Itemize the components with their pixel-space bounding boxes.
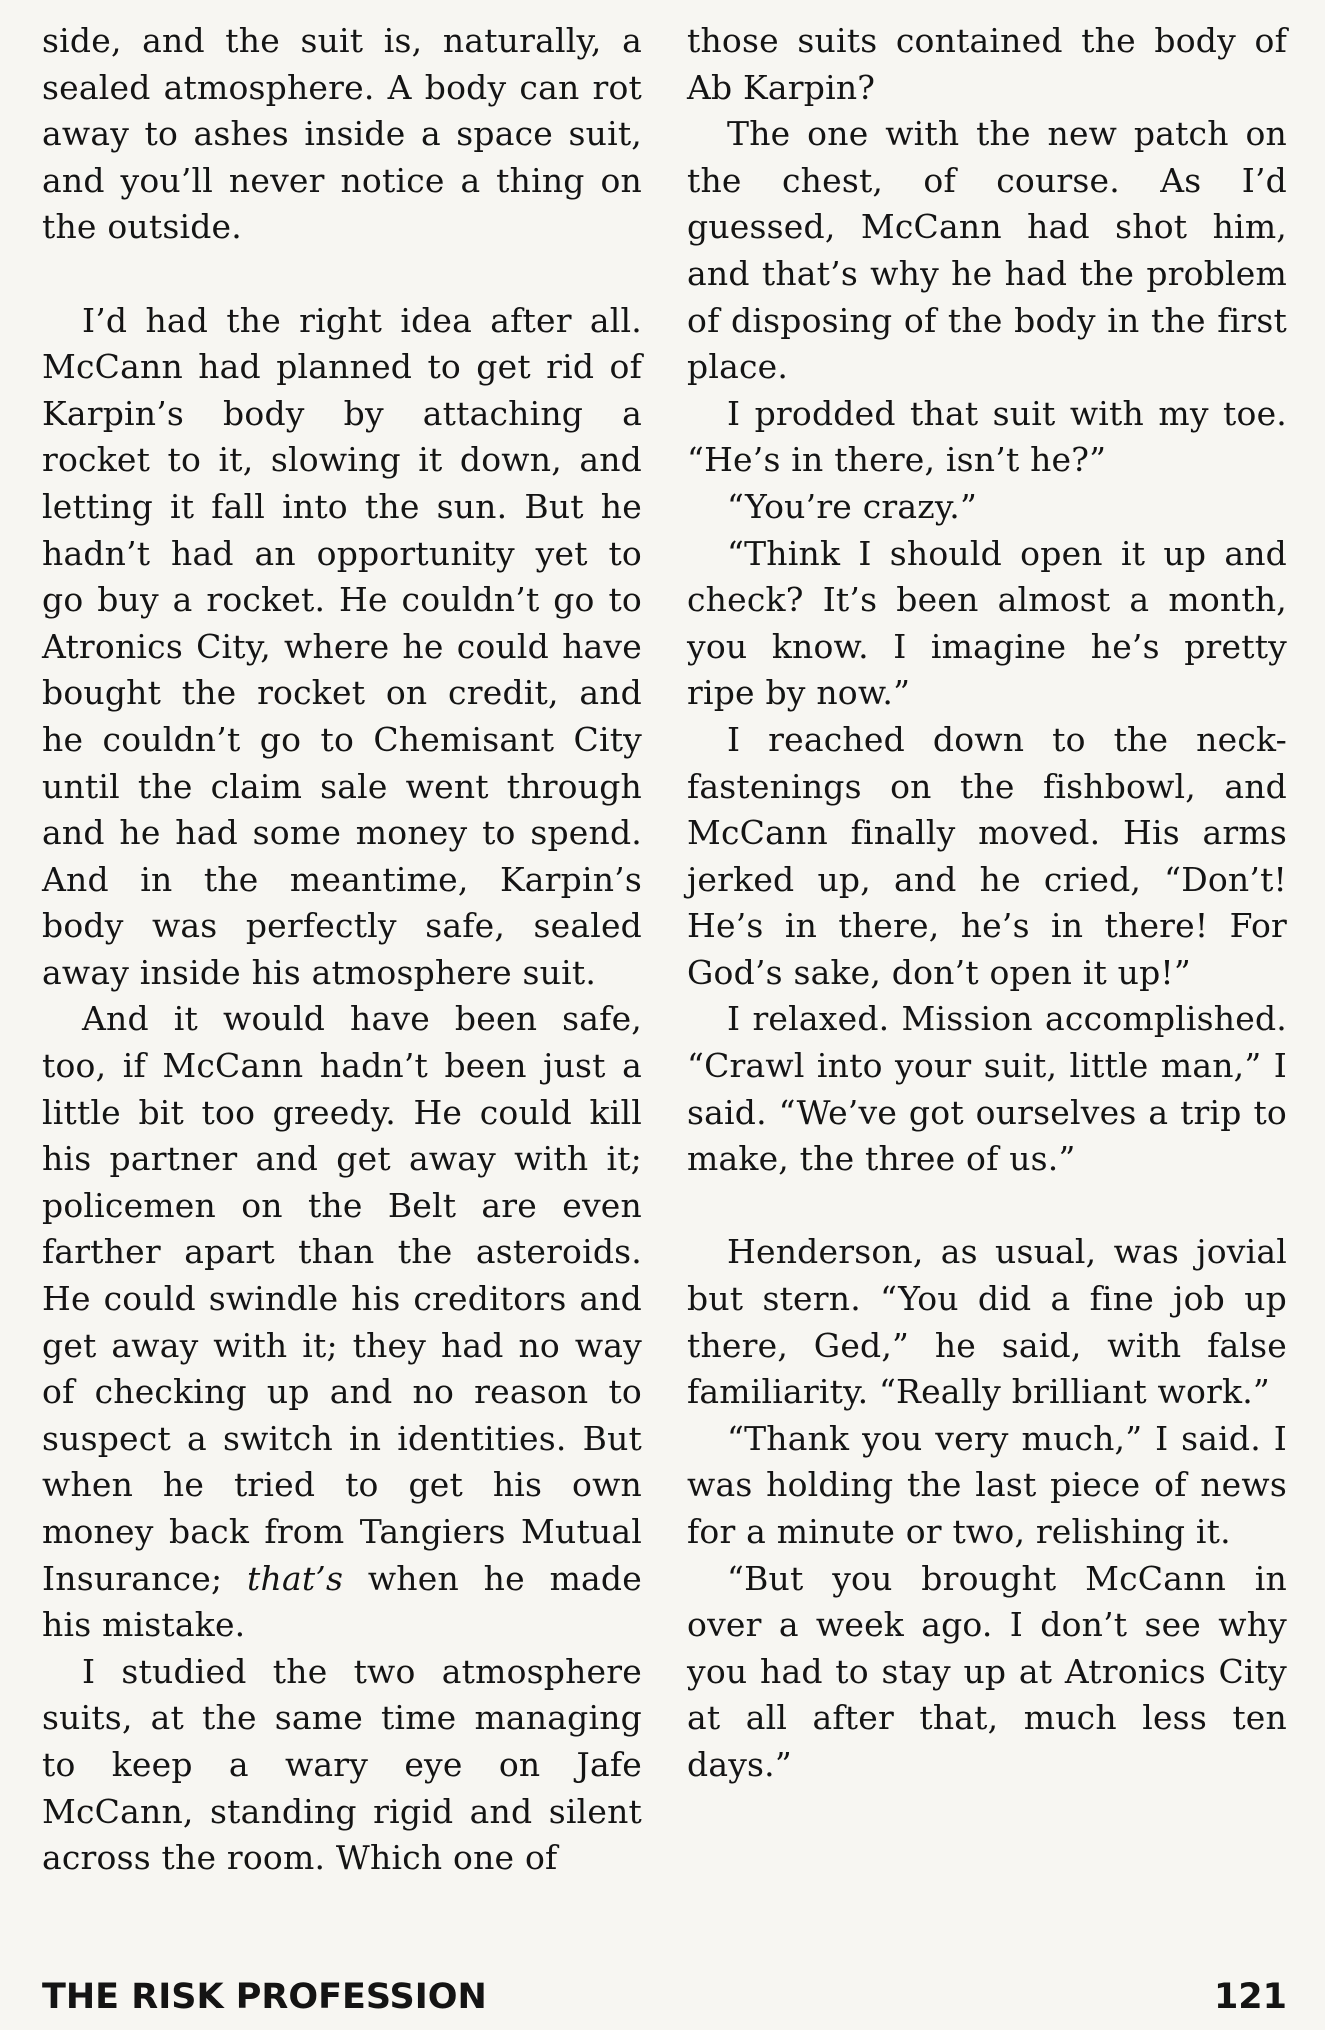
paragraph: I relaxed. Mission accomplished. “Crawl into your suit, little man,” I said. “We’ve got ourselves a trip to make, the three of us.”	[687, 999, 1287, 1179]
paragraph: And it would have been safe, too, if McCann hadn’t been just a little bit too greedy. He could kill his partner and get away with it; policemen on the Belt are even farther apart than the asteroids. He could swindle his creditors and get away with it; they had no way of checking up and no reason to suspect a switch in identities. But when he tried to get his own money back from Tangiers Mutual Insurance; that’s when he made his mistake.	[42, 999, 642, 1645]
left-column	[42, 18, 642, 1882]
paragraph: “Thank you very much,” I said. I was holding the last piece of news for a minute or two, relishing it.	[687, 1418, 1287, 1551]
paragraph: “But you brought McCann in over a week ago. I don’t see why you had to stay up at Atronics City at all after that, much less ten days.”	[687, 1558, 1287, 1784]
paragraph: “You’re crazy.”	[727, 486, 978, 526]
page-number: 121	[1213, 1977, 1287, 2017]
section-break	[42, 251, 642, 298]
paragraph: I reached down to the neck-fastenings on the fishbowl, and McCann finally moved. His arms jerked up, and he cried, “Don’t! He’s in there, he’s in there! For God’s sake, don’t open it up!”	[687, 719, 1287, 992]
paragraph: I studied the two atmosphere suits, at the same time managing to keep a wary eye on Jafe McCann, standing rigid and silent across the room. Which one of	[42, 1651, 642, 1878]
paragraph-tail: when he made his mistake.	[42, 1558, 642, 1645]
paragraph: Henderson, as usual, was jovial but stern. “You did a fine job up there, Ged,” he said, with false familiarity. “Really brilliant work.”	[687, 1232, 1287, 1412]
paragraph: side, and the suit is, naturally, a sealed atmosphere. A body can rot away to ashes inside a space suit, and you’ll never notice a thing on the outside.	[42, 21, 642, 247]
section-break	[687, 1183, 1287, 1230]
paragraph: “Think I should open it up and check? It’s been almost a month, you know. I imagine he’s pretty ripe by now.”	[687, 533, 1287, 713]
paragraph: I’d had the right idea after all. McCann had planned to get rid of Karpin’s body by attaching a rocket to it, slowing it down, and letting it fall into the sun. But he hadn’t had an opportunity yet to go buy a rocket. He couldn’t go to Atronics City, where he could have bought the rocket on credit, and he couldn’t go to Chemisant City until the claim sale went through and he had some money to spend. And in the meantime, Karpin’s body was perfectly safe, sealed away inside his atmosphere suit.	[42, 300, 642, 992]
emphasis-text: that’s	[247, 1558, 344, 1598]
paragraph: I prodded that suit with my toe. “He’s in there, isn’t he?”	[687, 393, 1287, 480]
paragraph: those suits contained the body of Ab Karpin?	[687, 21, 1287, 107]
paragraph: The one with the new patch on the chest, of course. As I’d guessed, McCann had shot him, and that’s why he had the problem of disposing of the body in the first place.	[687, 114, 1287, 387]
running-title: THE RISK PROFESSION	[42, 1977, 487, 2017]
right-column	[687, 18, 1287, 1789]
